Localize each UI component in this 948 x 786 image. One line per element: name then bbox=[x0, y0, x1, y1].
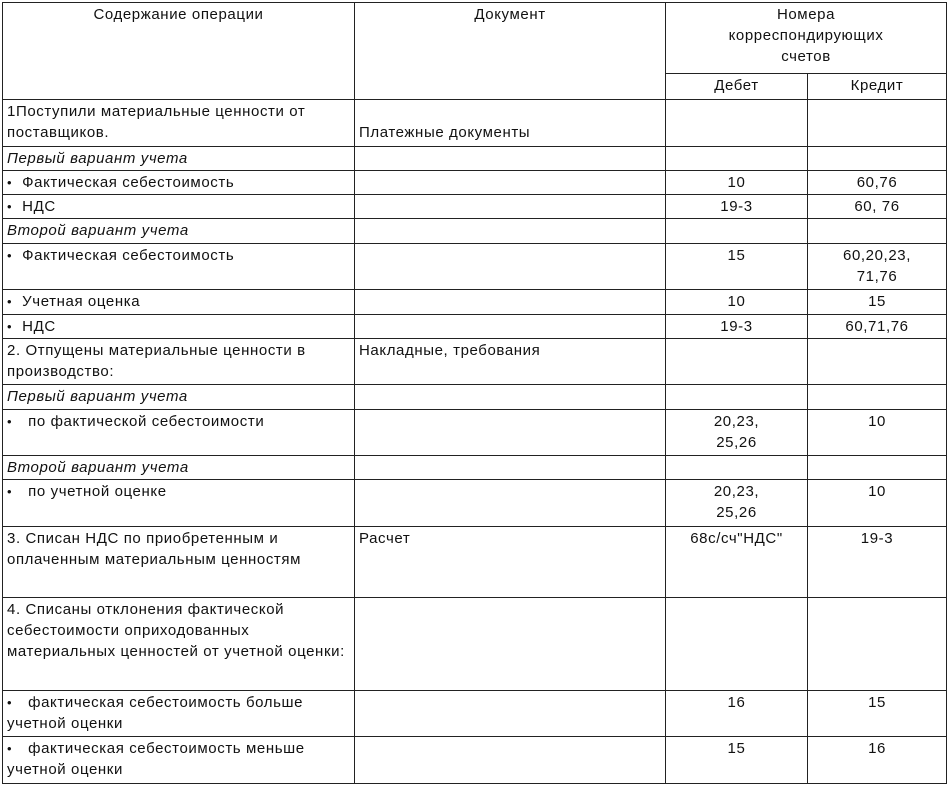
document-cell bbox=[355, 146, 666, 170]
document-cell: Платежные документы bbox=[355, 100, 666, 147]
table-row bbox=[3, 314, 947, 338]
accounting-entries-table bbox=[2, 2, 947, 784]
variant-heading: Второй вариант учета bbox=[3, 219, 355, 243]
table-row bbox=[3, 219, 947, 243]
debit-cell: 19-3 bbox=[666, 195, 808, 219]
operation-cell: • фактическая себестоимость больше учетной оценки bbox=[3, 690, 355, 737]
operation-cell: • Учетная оценка bbox=[3, 290, 355, 314]
operation-cell: • Фактическая себестоимость bbox=[3, 243, 355, 290]
debit-cell bbox=[666, 338, 808, 385]
table-row bbox=[3, 409, 947, 456]
variant-heading: Первый вариант учета bbox=[3, 146, 355, 170]
debit-cell bbox=[666, 146, 808, 170]
debit-cell: 20,23, 25,26 bbox=[666, 480, 808, 527]
operation-cell: • НДС bbox=[3, 314, 355, 338]
operation-header: Содержание операции bbox=[3, 3, 355, 100]
table-row bbox=[3, 338, 947, 385]
operation-cell: • НДС bbox=[3, 195, 355, 219]
credit-cell: 16 bbox=[808, 737, 947, 784]
debit-cell: 15 bbox=[666, 737, 808, 784]
debit-cell: 19-3 bbox=[666, 314, 808, 338]
operation-cell: • по фактической себестоимости bbox=[3, 409, 355, 456]
document-header: Документ bbox=[355, 3, 666, 100]
accounts-header-line3: счетов bbox=[781, 48, 831, 65]
credit-cell bbox=[808, 219, 947, 243]
document-cell bbox=[355, 219, 666, 243]
credit-cell: 10 bbox=[808, 409, 947, 456]
debit-cell: 15 bbox=[666, 243, 808, 290]
debit-cell bbox=[666, 456, 808, 480]
header-row bbox=[3, 3, 947, 74]
credit-cell: 60,20,23, 71,76 bbox=[808, 243, 947, 290]
variant-heading: Первый вариант учета bbox=[3, 385, 355, 409]
accounts-header bbox=[666, 3, 947, 74]
table-row bbox=[3, 243, 947, 290]
debit-header: Дебет bbox=[666, 73, 808, 99]
table-row bbox=[3, 597, 947, 690]
document-cell bbox=[355, 314, 666, 338]
credit-cell bbox=[808, 597, 947, 690]
operation-cell: • фактическая себестоимость меньше учетной оценки bbox=[3, 737, 355, 784]
table-row bbox=[3, 385, 947, 409]
debit-cell bbox=[666, 219, 808, 243]
credit-cell bbox=[808, 146, 947, 170]
credit-cell: 19-3 bbox=[808, 526, 947, 597]
debit-cell: 16 bbox=[666, 690, 808, 737]
document-cell: Накладные, требования bbox=[355, 338, 666, 385]
operation-cell: 1Поступили материальные ценности от поставщиков. bbox=[3, 100, 355, 147]
table-row bbox=[3, 737, 947, 784]
document-cell bbox=[355, 170, 666, 194]
debit-cell bbox=[666, 100, 808, 147]
variant-heading: Второй вариант учета bbox=[3, 456, 355, 480]
credit-cell bbox=[808, 385, 947, 409]
document-cell bbox=[355, 456, 666, 480]
credit-cell bbox=[808, 456, 947, 480]
credit-cell: 15 bbox=[808, 690, 947, 737]
table-row bbox=[3, 526, 947, 597]
document-cell bbox=[355, 195, 666, 219]
credit-cell: 15 bbox=[808, 290, 947, 314]
debit-cell: 10 bbox=[666, 290, 808, 314]
table-row bbox=[3, 456, 947, 480]
operation-cell: • Фактическая себестоимость bbox=[3, 170, 355, 194]
table-row bbox=[3, 146, 947, 170]
table-row bbox=[3, 100, 947, 147]
table-row bbox=[3, 480, 947, 527]
debit-cell: 68с/сч"НДС" bbox=[666, 526, 808, 597]
operation-cell: 2. Отпущены материальные ценности в производство: bbox=[3, 338, 355, 385]
table-row bbox=[3, 195, 947, 219]
operation-cell: • по учетной оценке bbox=[3, 480, 355, 527]
credit-cell: 60,71,76 bbox=[808, 314, 947, 338]
debit-cell: 20,23, 25,26 bbox=[666, 409, 808, 456]
document-cell bbox=[355, 737, 666, 784]
document-cell bbox=[355, 480, 666, 527]
credit-cell: 60,76 bbox=[808, 170, 947, 194]
document-cell bbox=[355, 243, 666, 290]
document-cell bbox=[355, 290, 666, 314]
document-cell: Расчет bbox=[355, 526, 666, 597]
operation-cell: 3. Списан НДС по приобретенным и оплаченным материальным ценностям bbox=[3, 526, 355, 597]
credit-cell bbox=[808, 338, 947, 385]
credit-cell bbox=[808, 100, 947, 147]
debit-cell bbox=[666, 385, 808, 409]
debit-cell bbox=[666, 597, 808, 690]
document-cell bbox=[355, 409, 666, 456]
accounts-header-line2: корреспондирующих bbox=[728, 27, 884, 44]
document-cell bbox=[355, 690, 666, 737]
credit-cell: 10 bbox=[808, 480, 947, 527]
credit-header: Кредит bbox=[808, 73, 947, 99]
table-row bbox=[3, 290, 947, 314]
document-cell bbox=[355, 385, 666, 409]
operation-cell: 4. Списаны отклонения фактической себестоимости оприходованных материальных ценностей от учетной оценки: bbox=[3, 597, 355, 690]
credit-cell: 60, 76 bbox=[808, 195, 947, 219]
table-row bbox=[3, 690, 947, 737]
debit-cell: 10 bbox=[666, 170, 808, 194]
document-cell bbox=[355, 597, 666, 690]
accounts-header-line1: Номера bbox=[776, 6, 836, 23]
table-row bbox=[3, 170, 947, 194]
